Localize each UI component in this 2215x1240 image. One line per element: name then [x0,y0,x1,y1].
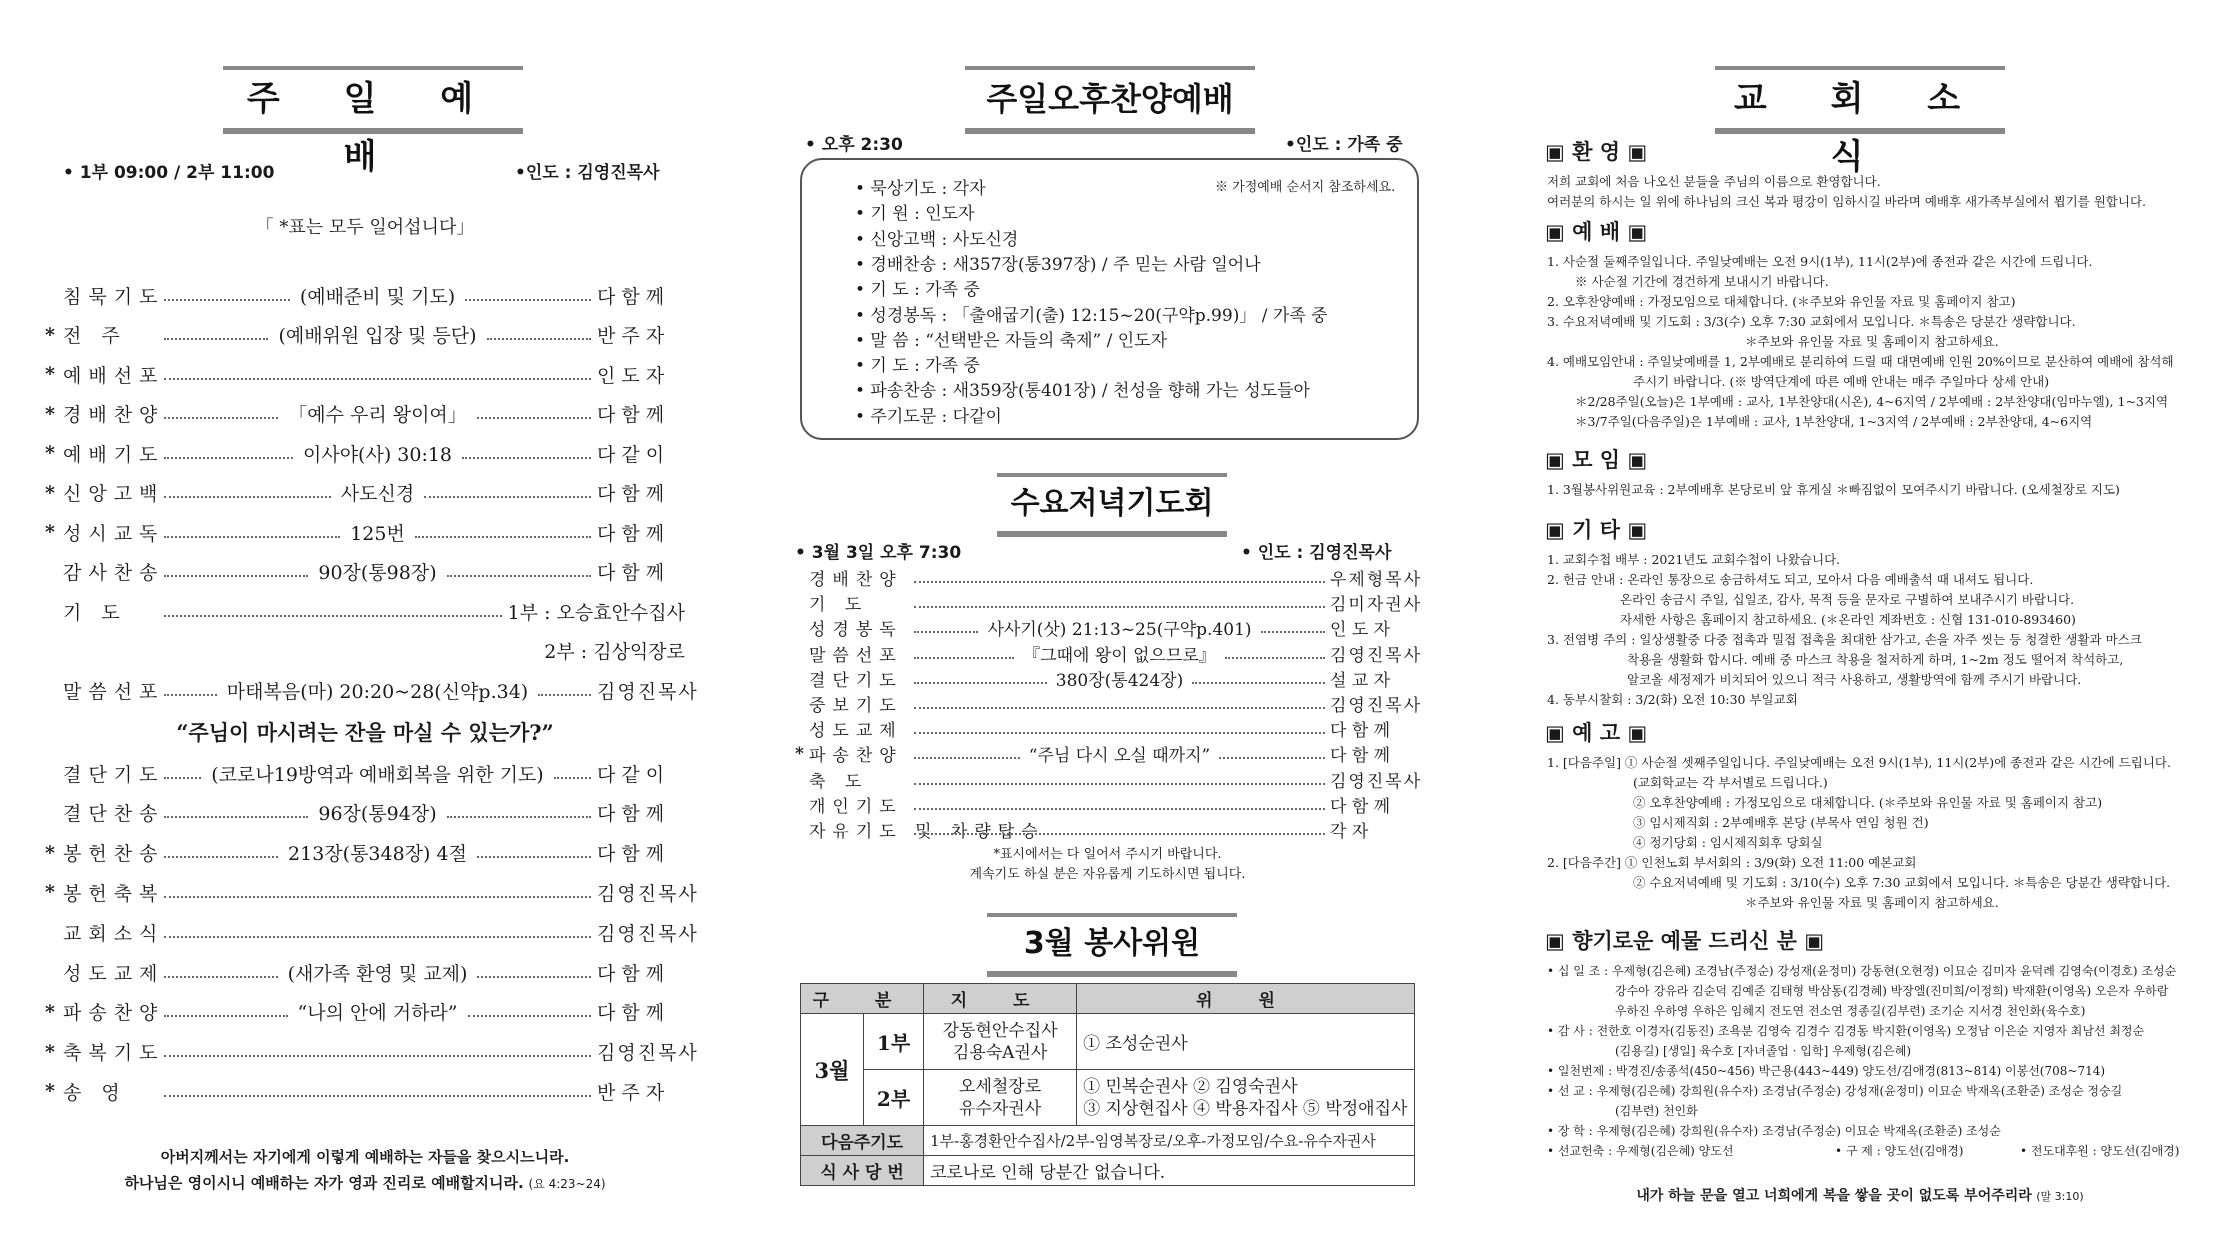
leader-dots [164,855,278,858]
item-person: 다 함 께 [597,803,665,826]
news-line: 4. 동부시찰회 : 3/2(화) 오전 10:30 부일교회 [1547,692,1798,707]
item-label [63,799,165,826]
afternoon-order-item: • 묵상기도 : 각자 [855,179,986,199]
service-row [45,1076,685,1106]
volunteers-table-header [801,984,1415,1014]
leader-dots [164,1014,288,1017]
leader-dots [164,416,278,419]
service-row [45,636,685,666]
item-person: 다 함 께 [597,404,665,426]
item-label [63,1038,165,1065]
service-row [45,438,685,468]
news-line: • 선교헌축 : 우제형(김은혜) 양도선 [1547,1144,1734,1158]
service-row [45,997,685,1027]
item-label-text: 성도교제 [63,962,165,985]
table-row [801,1070,1415,1126]
closing-verse-reference: (말 3:10) [2036,1190,2084,1203]
leader-dots [477,855,591,858]
verse-line-2: 하나님은 영이시니 예배하는 자가 영과 진리로 예배할지니라. [124,1174,524,1192]
leader-dots [424,495,591,498]
item-label [809,666,909,691]
news-line: • 십 일 조 : 우제형(김은혜) 조경남(주정순) 강성재(윤정미) 강동현(오현정) 이묘순 김미자 윤덕례 김영숙(이경호) 조성순 [1547,964,2177,978]
item-label [63,998,165,1025]
item-label-text: 성시교독 [63,522,165,545]
service-row [795,615,1420,640]
leader-dots [164,614,502,617]
members-cell: ① 조성순권사 [1077,1014,1415,1070]
service-row [45,280,685,310]
item-label-text: 감사찬송 [63,562,165,584]
stand-marker: * [45,402,55,425]
news-line: 우하진 우하영 우하은 임혜지 전도연 전소연 정종길(김부련) 조기순 지서경 천인화(육수호) [1615,1004,2086,1018]
news-line: 2. 헌금 안내 : 온라인 통장으로 송금하셔도 되고, 모아서 다음 예배출석 때 내셔도 됩니다. [1547,572,2034,587]
item-person: 각 자 [1330,822,1369,842]
item-label [63,760,165,787]
stand-marker: * [45,442,55,464]
service-row [45,517,685,547]
news-line: 온라인 송금시 주일, 십일조, 감사, 목적 등을 문자로 구별하여 보내주시기 바랍니다. [1620,592,2075,607]
stand-marker: * [45,363,55,385]
next-prayer-value: 1부-홍경환안수집사/2부-임영복장로/오후-가정모임/수요-유수자권사 [924,1126,1415,1156]
item-label-text: 축 도 [809,771,869,792]
family-worship-note: ※ 가정예배 순서지 참조하세요. [1215,180,1396,195]
wednesday-note-1: *표시에서는 다 일어서 주시기 바랍니다. [993,847,1222,862]
item-person: 다 함 께 [597,843,665,866]
item-label [809,767,909,792]
afternoon-worship-time: • 오후 2:30 [805,135,903,155]
service-row [795,641,1423,666]
news-line: (김용길) [생일] 육수호 [자녀졸업 · 입학] 우제형(김은혜) [1615,1044,1911,1058]
leader-dots [914,656,1014,659]
leader-dots [914,706,1325,709]
item-label [63,959,165,986]
item-label-text: 전 주 [63,325,127,347]
item-person: 다 함 께 [597,1002,665,1025]
news-line: 3. 수요저녁예배 및 기도회 : 3/3(수) 오후 7:30 교회에서 모입니다. ＊특송은 당분간 생략합니다. [1547,314,2076,329]
news-line: • 구 제 : 양도선(김애경) [1835,1144,1964,1158]
leader-dots [447,574,591,577]
leader-dots [164,776,201,779]
item-person: 다 같 이 [597,763,665,786]
service-row [795,792,1420,817]
news-line: 2. 오후찬양예배 : 가정모임으로 대체합니다. (＊주보와 유인물 자료 및 홈페이지 참고) [1547,294,2016,309]
item-label-text: 개인기도 [809,796,903,817]
news-line: ＊3/7주일(다음주일)은 1부예배 : 교사, 1부찬양대, 1~3지역 / 2부예배 : 2부찬양대, 4~6지역 [1575,414,2093,429]
leader-dots [914,731,1325,734]
news-line: 강수아 강유라 김순덕 김예준 김태형 박삼동(김경혜) 박장엘(진미희/이정희) 박재환(이영옥) 오은자 우하람 [1615,984,2169,998]
service-row [795,716,1420,741]
item-label [809,792,909,817]
news-line: 1. 3월봉사위원교육 : 2부예배후 본당로비 앞 휴게실 ＊빠짐없이 모여주시기 바랍니다. (오세철장로 지도) [1547,482,2120,497]
sunday-worship-title: 주 일 예 배 [223,66,523,134]
item-detail: 213장(통348장) 4절 [288,843,467,866]
item-label [809,615,909,640]
next-prayer-label: 다음주기도 [801,1126,924,1156]
item-label [809,641,909,666]
service-row [795,565,1423,590]
leader-dots [462,456,591,459]
item-label [63,839,165,866]
item-label [63,598,158,625]
item-detail: “나의 안에 거하라” [297,1002,458,1025]
section-heading: ▣ 향기로운 예물 드리신 분 ▣ [1545,929,1825,953]
item-label [63,677,165,704]
leader-dots [164,574,308,577]
item-label-text: 말씀선포 [63,680,165,703]
service-row [45,359,685,389]
leader-dots [164,1094,591,1097]
guide-cell: 강동현안수집사 김용숙A권사 [924,1014,1077,1070]
item-label [63,400,165,427]
item-detail: 이사야(사) 30:18 [302,443,453,466]
item-label-text: 봉헌찬송 [63,843,165,866]
item-detail: “주님 다시 오실 때까지” [1028,746,1211,767]
leader-dots [914,807,1325,810]
item-label-text: 파송찬양 [809,746,903,767]
afternoon-order-item: • 말 씀 : “선택받은 자들의 축제” / 인도자 [855,330,1168,351]
item-label-text: 교회소식 [63,922,165,945]
leader-dots [415,535,591,538]
item-label-text: 봉헌축복 [63,882,165,905]
leader-dots [477,416,591,419]
news-line: ② 수요저녁예배 및 기도회 : 3/10(수) 오후 7:30 교회에서 모입니다. ＊특송은 당분간 생략합니다. [1633,875,2171,890]
table-row [801,1014,1415,1070]
members-cell: ① 민복순권사 ② 김영숙권사 ③ 지상현집사 ④ 박용자집사 ⑤ 박정애집사 [1077,1070,1415,1126]
item-detail: (코로나19방역과 예배회복을 위한 기도) [211,763,544,786]
item-person: 김영진목사 [1330,771,1423,792]
item-person: 다 같 이 [597,443,665,466]
item-label [63,282,165,309]
item-person: 다 함 께 [1330,746,1391,767]
standing-notice: 「 *표는 모두 일어섭니다」 [255,217,475,238]
afternoon-order-item: • 기 원 : 인도자 [855,204,975,225]
item-person: 김미자권사 [1330,595,1423,616]
col-header-division: 구 분 [801,984,924,1014]
wednesday-prayer-time: • 3월 3일 오후 7:30 [795,543,962,563]
news-line: 1. 사순절 둘째주일입니다. 주일낮예배는 오전 9시(1부), 11시(2부)에 종전과 같은 시간에 드립니다. [1547,254,2093,269]
stand-marker: * [45,881,55,904]
item-person: 김영진목사 [597,922,699,945]
leader-dots [465,298,591,301]
service-row [45,596,685,626]
table-row [801,1126,1415,1156]
item-person: 반 주 자 [597,1081,665,1104]
news-line: ＊2/28주일(오늘)은 1부예배 : 교사, 1부찬양대(시온), 4~6지역 / 2부예배 : 2부찬양대(임마누엘), 1~3지역 [1575,394,2169,409]
stand-marker: * [795,743,804,764]
item-detail: 『그때에 왕이 없으므로』 [1023,645,1216,666]
part-cell: 2부 [864,1070,924,1126]
news-line: ④ 정기당회 : 임시제직회후 당회실 [1633,835,1823,850]
leader-dots [914,580,1325,583]
item-person: 김영진목사 [1330,696,1423,716]
item-detail: 마태복음(마) 20:20~28(신약p.34) [226,680,529,703]
section-heading: ▣ 모 임 ▣ [1545,448,1648,472]
service-row [45,877,699,907]
item-label [63,879,165,906]
news-line: ③ 임시제직회 : 2부예배후 본당 (부목사 연임 청원 건) [1633,815,1929,830]
item-person: 다 함 께 [597,483,665,505]
item-detail: 90장(통98장) [318,562,437,584]
afternoon-order-item: • 파송찬송 : 새359장(통401장) / 천성을 향해 가는 성도들아 [855,381,1310,402]
leader-dots [164,1054,591,1057]
item-label [63,440,165,467]
service-row [45,399,685,429]
afternoon-order-item: • 주기도문 : 다같이 [855,406,1002,427]
service-row [45,798,685,828]
service-row [795,741,1420,766]
item-label-text: 예배기도 [63,443,165,466]
leader-dots [164,935,591,938]
item-label-text: 기 도 [63,601,127,624]
leader-dots [164,495,331,498]
item-label [63,361,165,388]
leader-dots [914,832,1325,835]
section-heading: ▣ 기 타 ▣ [1545,518,1648,542]
item-label-text: 경배찬양 [809,570,903,590]
item-label [63,1078,158,1105]
news-line: 여러분의 하시는 일 위에 하나님의 크신 복과 평강이 임하시길 바라며 예배후 새가족부실에서 뵙기를 원합니다. [1547,194,2147,209]
service-row [45,957,685,987]
item-person: 1부 : 오승효안수집사 [507,601,685,624]
item-label-text: 결단기도 [809,670,903,691]
meal-duty-label: 식 사 당 번 [801,1156,924,1186]
item-person: 김영진목사 [597,1042,699,1065]
news-line: • 일천번제 : 박경진/송종석(450~456) 박근용(443~449) 양도선/김애경(813~814) 이봉선(708~714) [1547,1064,2106,1078]
leader-dots [164,815,308,818]
leader-dots [164,298,290,301]
stand-marker: * [45,1040,55,1063]
item-label-text: 신앙고백 [63,483,165,505]
volunteers-table [800,983,1415,1186]
wednesday-prayer-title: 수요저녁기도회 [997,473,1227,537]
item-label [63,479,165,506]
leader-dots [1219,756,1325,759]
item-label-text: 중보기도 [809,696,903,716]
item-detail: 380장(통424장) [1055,670,1184,691]
news-line: 1. [다음주일] ① 사순절 셋째주일입니다. 주일낮예배는 오전 9시(1부), 11시(2부)에 종전과 같은 시간에 드립니다. [1547,755,2171,770]
leader-dots [914,681,1047,684]
item-person: 다 함 께 [1330,721,1391,742]
service-row [795,666,1420,691]
item-detail: 96장(통94장) [318,803,437,826]
item-label-text: 파송찬양 [63,1002,165,1025]
item-detail: 125번 [350,522,405,545]
item-person: 김영진목사 [597,882,699,905]
verse-line-1: 아버지께서는 자기에게 이렇게 예배하는 자들을 찾으시느니라. [160,1148,570,1166]
leader-dots [914,756,1020,759]
news-line: 3. 전염병 주의 : 일상생활중 다중 접촉과 밀접 접촉을 최대한 삼가고, 손을 자주 씻는 등 청결한 생활과 마스크 [1547,632,2142,647]
afternoon-order-item: • 성경봉독 : 「출애굽기(출) 12:15~20(구약p.99)」 / 가족 중 [855,305,1328,326]
item-label-text: 결단기도 [63,763,165,786]
item-label [809,590,909,615]
leader-dots [164,377,591,380]
stand-marker: * [45,481,55,504]
leader-dots [914,782,1325,785]
item-detail: 「예수 우리 왕이여」 [288,404,467,426]
stand-marker: * [45,1080,55,1103]
afternoon-worship-title: 주일오후찬양예배 [965,66,1255,134]
col-header-members: 위 원 [1077,984,1415,1014]
news-line: 자세한 사항은 홈페이지 참고하세요. (＊온라인 계좌번호 : 신협 131-010-893460) [1620,612,2076,627]
news-line: • 장 학 : 우제형(김은혜) 강희원(유수자) 조경남(주정순) 이묘순 박재옥(조환준) 조성순 [1547,1124,2001,1138]
news-line: (교회학교는 각 부서별로 드립니다.) [1633,775,1828,790]
item-detail: 사사기(삿) 21:13~25(구약p.401) [987,620,1252,641]
news-line: 착용을 생활화 합시다. 예배 중 마스크 착용을 철저하게 하며, 1~2m 정도 떨어져 착석하고, [1627,652,2124,667]
leader-dots [164,337,268,340]
leader-dots [164,535,340,538]
stand-marker: * [45,521,55,543]
wednesday-prayer-leader: • 인도 : 김영진목사 [1241,543,1392,563]
news-line: 주시기 바랍니다. (※ 방역단계에 따른 예배 안내는 매주 주일마다 상세 안내) [1633,374,2050,389]
leader-dots [164,975,278,978]
service-row [45,320,685,350]
news-line: 2. [다음주간] ① 인천노회 부서회의 : 3/9(화) 오전 11:00 예본교회 [1547,855,1917,870]
closing-verse: 내가 하늘 문을 열고 너희에게 복을 쌓을 곳이 없도록 부어주리라 [1636,1188,2032,1204]
item-label-text: 경배찬양 [63,404,165,426]
item-label-text: 말씀선포 [809,645,903,666]
item-label [809,817,1045,842]
church-news-title: 교 회 소 식 [1715,66,2005,134]
leader-dots [914,630,978,633]
guide-cell: 오세철장로 유수자권사 [924,1070,1077,1126]
item-person: 설 교 자 [1330,670,1391,691]
news-line: • 감 사 : 전한호 이경자(김동진) 조욕분 김영숙 김경수 김경동 박지환(이영옥) 오정남 이은순 지영자 최남선 최정순 [1547,1024,2145,1038]
service-row [45,675,699,705]
table-row [801,1156,1415,1186]
leader-dots [487,337,591,340]
leader-dots [914,605,1325,608]
news-line: 저희 교회에 처음 나오신 분들을 주님의 이름으로 환영합니다. [1547,174,1881,189]
leader-dots [164,693,217,696]
closing-verse-wrap [1545,1185,2175,1205]
item-person: 반 주 자 [597,325,665,347]
service-row [45,758,685,788]
afternoon-order-item: • 신앙고백 : 사도신경 [855,229,1019,250]
item-label-text: 송 영 [63,1081,127,1104]
item-person: 우제형목사 [1330,570,1423,590]
verse-reference: (요 4:23~24) [528,1177,606,1191]
month-cell: 3월 [801,1014,864,1126]
item-label-text: 성경봉독 [809,620,903,641]
item-label [809,716,909,741]
item-person: 김영진목사 [1330,645,1423,666]
news-line: • 선 교 : 우제형(김은혜) 강희원(유수자) 조경남(주정순) 강성재(윤정미) 이묘순 박재옥(조환준) 조성순 정숭길 [1547,1084,2123,1098]
item-person: 2부 : 김상익장로 [544,641,685,663]
service-row [45,478,685,508]
leader-dots [1225,656,1325,659]
section-heading: ▣ 예 배 ▣ [1545,220,1648,244]
news-line: 4. 예배모임안내 : 주일낮예배를 1, 2부예배로 분리하여 드릴 때 대면예배 인원 20%이므로 분산하여 예배에 참석해 [1547,354,2174,369]
service-row [795,691,1423,716]
leader-dots [164,895,591,898]
afternoon-order-item: • 기 도 : 가족 중 [855,280,980,301]
service-row [45,557,685,587]
item-detail: 사도신경 [340,483,415,505]
item-label-text: 성도교제 [809,721,903,742]
item-person: 김영진목사 [597,680,699,703]
stand-marker: * [45,323,55,346]
part-cell: 1부 [864,1014,924,1070]
sermon-title: “주님이 마시려는 잔을 마실 수 있는가?” [176,720,554,745]
item-person: 인 도 자 [597,364,665,387]
news-line: 알코올 세정제가 비치되어 있으니 적극 사용하고, 생활방역에 함께 주시기 바랍니다. [1627,672,2082,687]
service-row [45,1037,699,1067]
news-line: ＊주보와 유인물 자료 및 홈페이지 참고하세요. [1745,334,1999,349]
afternoon-order-item: • 기 도 : 가족 중 [855,356,980,377]
leader-dots [1261,630,1325,633]
march-volunteers-title: 3월 봉사위원 [987,913,1237,977]
leader-dots [538,693,591,696]
item-label [63,919,165,946]
leader-dots [554,776,591,779]
leader-dots [477,975,591,978]
sunday-worship-leader: •인도 : 김영진목사 [515,163,660,183]
item-person: 다 함 께 [597,962,665,985]
service-row [795,767,1423,792]
meal-duty-value: 코로나로 인해 당분간 없습니다. [924,1156,1415,1186]
leader-dots [1192,681,1325,684]
item-label-text: 결단찬송 [63,803,165,826]
item-label-text: 예배선포 [63,364,165,387]
item-detail: (새가족 환영 및 교제) [287,962,468,985]
col-header-guide: 지 도 [924,984,1077,1014]
news-line: ② 오후찬양예배 : 가정모임으로 대체합니다. (＊주보와 유인물 자료 및 홈페이지 참고) [1633,795,2103,810]
item-person: 다 함 께 [1330,796,1391,817]
wednesday-note-2: 계속기도 하실 분은 자유롭게 기도하시면 됩니다. [969,867,1246,882]
service-row [45,838,685,868]
item-label-text: 침묵기도 [63,285,165,308]
stand-marker: * [45,1000,55,1023]
leader-dots [447,815,591,818]
item-label [63,321,158,348]
item-label [63,519,165,546]
item-label-text: 자유기도 및 차량탑승 [809,822,1045,842]
item-person: 다 함 께 [597,562,665,584]
item-label [809,741,909,766]
news-line: 1. 교회수첩 배부 : 2021년도 교회수첩이 나왔습니다. [1547,552,1841,567]
item-detail: (예배준비 및 기도) [299,285,456,308]
service-row [795,590,1423,616]
sunday-worship-time: • 1부 09:00 / 2부 11:00 [63,163,275,183]
section-heading: ▣ 예 고 ▣ [1545,721,1648,745]
news-line: • 전도대후원 : 양도선(김애경) [2020,1144,2180,1158]
item-label [809,691,909,716]
afternoon-worship-leader: •인도 : 가족 중 [1285,135,1403,155]
leader-dots [468,1014,592,1017]
afternoon-order-item: • 경배찬송 : 새357장(통397장) / 주 믿는 사람 일어나 [855,254,1261,275]
leader-dots [164,456,293,459]
news-line: ※ 사순절 기간에 경건하게 보내시기 바랍니다. [1575,274,1829,289]
stand-marker: * [45,841,55,864]
item-label-text: 축복기도 [63,1042,165,1065]
item-detail: (예배위원 입장 및 등단) [278,325,477,347]
item-person: 다 함 께 [597,285,665,308]
item-label-text: 기 도 [809,595,869,616]
item-person: 인 도 자 [1330,620,1391,641]
news-line: ＊주보와 유인물 자료 및 홈페이지 참고하세요. [1745,895,1999,910]
section-heading: ▣ 환 영 ▣ [1545,140,1648,164]
item-person: 다 함 께 [597,522,665,545]
service-row [795,817,1420,842]
item-label [63,558,165,585]
news-line: (김부련) 천인화 [1615,1104,1698,1118]
service-row [45,917,699,947]
verse-line-2-wrap [45,1172,685,1193]
item-label [809,565,909,590]
